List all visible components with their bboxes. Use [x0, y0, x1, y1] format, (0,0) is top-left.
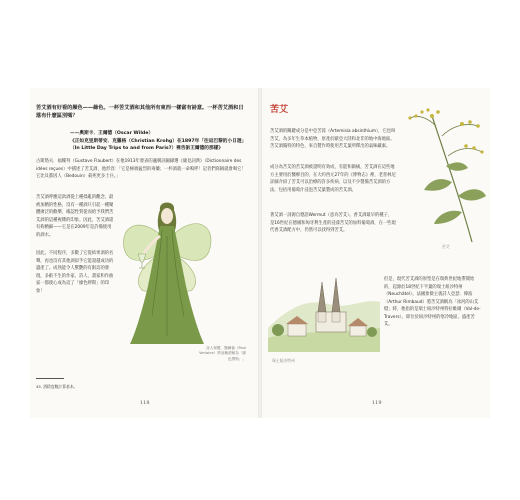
wormwood-caption: 苦艾: [442, 244, 450, 249]
village-caption: 瑞士紐沙特州: [272, 358, 295, 363]
right-paragraph-1: 苦艾酒的關鍵成分是中亞苦蒿（Artemisia absinthium），它也叫苦艾，為多年生草本植物，原產於歐亞大陸和北非的地中海地區。苦艾酒獨特的特色，來自製作時使用苦艾葉所釋出的氣味藏素。: [270, 129, 396, 150]
wormwood-plant-illustration: [402, 96, 488, 246]
attribution-author: ——奧斯卡．王爾德（Oscar Wilde）: [70, 131, 154, 136]
right-page: [262, 88, 490, 418]
right-paragraph-2: 成分為苦艾的苦艾酒被證明有效成，有能和鎮痛，苦艾酒在這些地方主要用於醫療目的，在大約西元27年的《博物志》裡，老普林尼詳細介紹了苦艾可以治療的許多疾病，以及不少製備苦艾酒的方法，包括用葡萄汁浸泡苦艾葉製成的苦艾酒。: [270, 165, 396, 193]
epigraph-quote: 苦艾酒有好看的顏色——綠色。一杯苦艾酒和其他所有東西一樣富有詩意。一杯苦艾酒和日落有什麼區別嗎？: [36, 105, 244, 120]
left-paragraph-2: 苦艾酒呼應這款酒從上種揉亂的觀念，最被加精的性格，沒有一種酒只引起一種聚體廣泛的歡樂，確認性質從而給予我們苦艾酒的這種複雜的印象。因此，苦艾酒還有夠精細——它是在2009年是許備使用的酒水。: [36, 195, 114, 238]
right-paragraph-3: 著艾酒一詞源自德語Wermut（意為苦艾）。香艾酒最早的種子，是16世紀在德國和匈牙利生產的浸漆苦艾的加料葡萄酒，在一些現代香艾酒配方中，仍然可以找得到苦艾。: [270, 213, 396, 234]
footnote: 45. 酒精度數計算基本。: [36, 384, 78, 389]
village-illustration: [268, 268, 380, 352]
footnote-divider: [36, 378, 64, 379]
section-heading: 苦艾: [270, 105, 289, 115]
right-paragraph-4: 但是，現代苦艾酒的原型是在瑞典世紀地帶開始的，起源於18世紀下半葉的瑞士紐沙特州（Neuchâtel）。法國象徵主義詩人亞瑟．韓波（Arthur Rimbaud）將苦艾酒稱為「冰河的山艾燈」時，他指的是瑞士紐沙特州特拉維爾（Val-de-Travers），即位於紐沙特州的寒冷地區，盛產苦艾。: [384, 277, 481, 328]
epigraph-attribution: [70, 130, 250, 153]
left-paragraph-1: 古斯塔夫．福樓拜（Gustave Flaubert）在他1913年發表的諷刺詞錦錄選《庸見詞典》（Dictionnaire des idées reçues）中描述了苦艾酒，他形容：「它是極端猛烈的毒藥；一杯酒就一命嗚呼！記者們寫稿就會喝它！它比貝都因人（Bedouin）殺死更多士兵。」: [36, 159, 246, 180]
left-paragraph-3: 因此，不同程序，多數了它從結果酒的名聲，再也沒有其他酒似乎它能超越成功的遺產了。成熟能令人驚艷的有限這的發現，多虧不生的作家、詩人、畫家和作曲家一都使心成為這了「綠色繆斯」的印象！: [36, 251, 114, 294]
green-fairy-illustration: [112, 196, 222, 346]
attribution-source: 《正如克里斯蒂安．克羅格（Christian Krohg）在1897年「往返巴黎的小日遊」（In Little Day Trips to and from Paris?）裡告訴王爾德的那樣》: [70, 138, 247, 152]
page-number-left: 118: [140, 400, 150, 406]
fairy-caption: 詩人保羅．魏爾倫（Paul Verlaine）將這種酒稱為「綠色繆斯」。: [199, 346, 246, 361]
page-number-right: 119: [372, 400, 382, 406]
left-page: [30, 88, 258, 418]
